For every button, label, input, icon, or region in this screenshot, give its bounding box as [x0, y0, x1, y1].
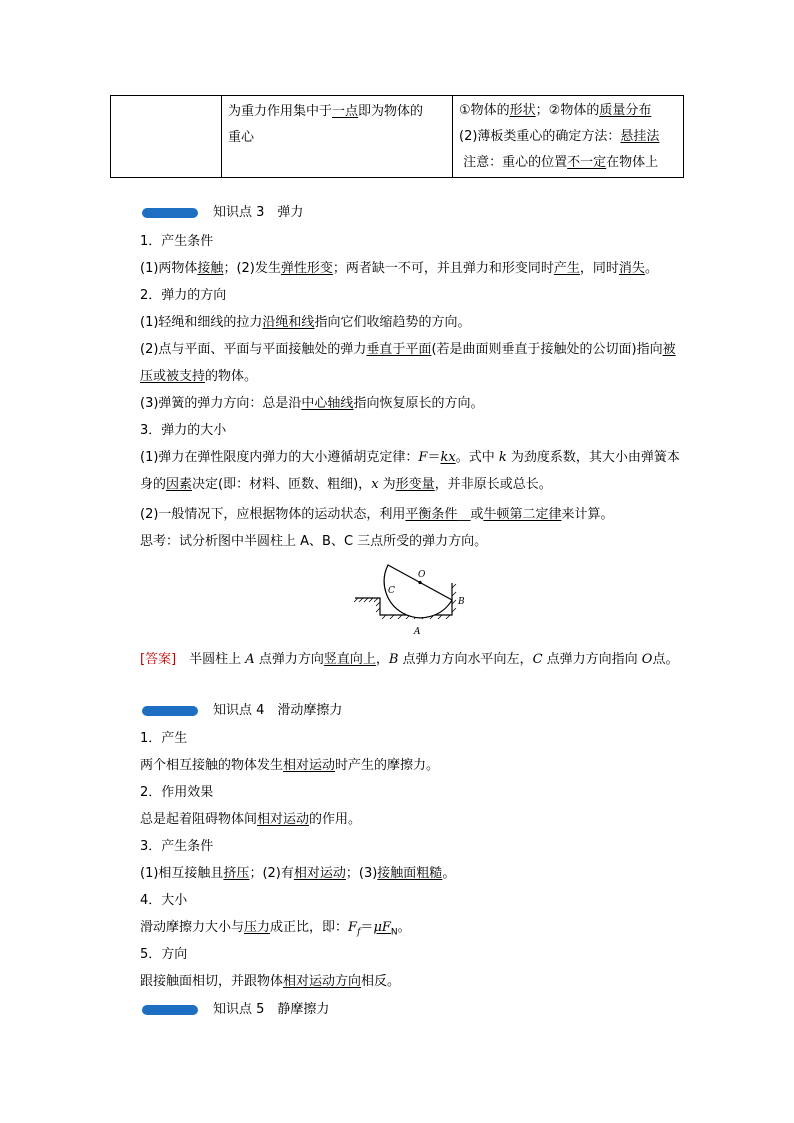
- text: 为: [378, 477, 396, 492]
- underlined-term: 中心轴线: [301, 396, 354, 411]
- paragraph: [140, 919, 411, 942]
- text: 决定(即：材料、匝数、粗细)，: [192, 477, 372, 492]
- think-question: 思考：试分析图中半圆柱上 A、B、C 三点所受的弹力方向。: [140, 534, 488, 549]
- math-var: O: [641, 652, 653, 667]
- table-cell-empty: [111, 96, 222, 177]
- math-var: x: [371, 477, 379, 492]
- text: ①物体的: [459, 103, 510, 118]
- text: ，: [375, 652, 389, 667]
- text: 点弹力方向水平向左，: [398, 652, 533, 667]
- table-cell-factors: [453, 96, 685, 177]
- underlined-term: 牛顿第二定律: [483, 507, 562, 522]
- text: ；(2)有: [249, 866, 294, 881]
- subheading: 2．作用效果: [140, 785, 214, 800]
- underlined-term: 竖直向上: [323, 652, 376, 667]
- section-title: 知识点 5 静摩擦力: [213, 1002, 330, 1017]
- text: ；两者缺一不可，并且弹力和形变同时: [332, 261, 554, 276]
- table-line: [459, 124, 681, 150]
- center-point: [418, 581, 421, 584]
- text: 的作用。: [309, 812, 362, 827]
- text: 即为物体的: [358, 104, 424, 119]
- underlined-term: 质量分布: [599, 103, 652, 118]
- text: 为劲度系数，其大小由弹簧本身的: [140, 450, 680, 492]
- section-bar: [142, 706, 198, 716]
- paragraph: [140, 444, 685, 498]
- paragraph: [140, 395, 483, 413]
- paragraph: [140, 973, 400, 991]
- underlined-term: 因素: [166, 477, 193, 492]
- section-title: 知识点 3 弹力: [213, 205, 304, 220]
- subheading: 3．弹力的大小: [140, 423, 227, 438]
- subheading: 4．大小: [140, 893, 188, 908]
- math-var: C: [532, 652, 543, 667]
- text: 跟接触面相切，并跟物体: [140, 974, 284, 989]
- math-subscript: f: [357, 927, 361, 938]
- text: 点弹力方向: [254, 652, 324, 667]
- paragraph: [140, 506, 613, 524]
- underlined-term: 挤压: [223, 866, 250, 881]
- underlined-term: 不一定: [567, 155, 607, 170]
- text: (1)轻绳和细线的拉力: [140, 315, 263, 330]
- text: 来计算。: [561, 507, 614, 522]
- table-line: [459, 98, 681, 124]
- text: (2)一般情况下，应根据物体的运动状态，利用: [140, 507, 406, 522]
- text: 。: [442, 866, 456, 881]
- text: 。式中: [455, 450, 499, 465]
- text: ，同时: [579, 261, 619, 276]
- text: 成正比，即：: [270, 920, 349, 935]
- text: (1)弹力在弹性限度内弹力的大小遵循胡克定律：: [140, 450, 419, 465]
- text: __或: [457, 507, 484, 522]
- subheading: 3．产生条件: [140, 839, 214, 854]
- text: ＝: [427, 450, 441, 465]
- underlined-term: 形变量: [395, 477, 435, 492]
- text: ，并非原长或总长。: [434, 477, 552, 492]
- table-line: [228, 99, 448, 125]
- underlined-term: 压力: [244, 920, 271, 935]
- text: 注意：重心的位置: [463, 155, 568, 170]
- table-line: 重心: [228, 130, 255, 145]
- subheading: 2．弹力的方向: [140, 288, 227, 303]
- text: 。: [644, 261, 658, 276]
- answer-tag: [答案]: [140, 652, 177, 667]
- math-var: k: [498, 450, 507, 465]
- underlined-term: 平衡条件: [405, 507, 458, 522]
- gravity-table: [110, 95, 684, 178]
- text: ；(3): [345, 866, 378, 881]
- underlined-term: 沿绳和线: [262, 315, 315, 330]
- text: 相反。: [361, 974, 401, 989]
- math-var: B: [388, 652, 399, 667]
- subheading: 1．产生条件: [140, 234, 214, 249]
- text: 总是起着阻碍物体间: [140, 812, 258, 827]
- underlined-formula: kx: [440, 450, 456, 465]
- underlined-term: 弹性形变: [280, 261, 333, 276]
- text: ；(2)发生: [223, 261, 281, 276]
- text: 滑动摩擦力大小与: [140, 920, 245, 935]
- text: (1)两物体: [140, 261, 198, 276]
- label-o: O: [418, 570, 426, 580]
- section-bar: [142, 208, 198, 218]
- subheading: 5．方向: [140, 947, 188, 962]
- table-line: [459, 150, 681, 176]
- underlined-term: 被压或被支持: [140, 342, 676, 384]
- paragraph: [140, 314, 470, 332]
- underlined-term: 悬挂法: [620, 129, 660, 144]
- underlined-term: 接触面粗糙: [377, 866, 443, 881]
- underlined-term: 相对运动: [293, 866, 346, 881]
- underlined-term: 一点: [332, 104, 359, 119]
- underlined-term: 形状: [509, 103, 536, 118]
- paragraph: [140, 336, 685, 390]
- text: 点。: [652, 652, 679, 667]
- paragraph: [140, 865, 455, 883]
- math-subscript: N: [390, 927, 398, 938]
- text: 。: [397, 920, 411, 935]
- answer-paragraph: [140, 646, 685, 673]
- label-a: A: [414, 627, 421, 637]
- text: 两个相互接触的物体发生: [140, 758, 284, 773]
- text: 时产生的摩擦力。: [335, 758, 440, 773]
- text: ；②物体的: [535, 103, 600, 118]
- label-b: B: [458, 597, 465, 607]
- underlined-term: 相对运动: [283, 758, 336, 773]
- underlined-term: 垂直于平面: [366, 342, 432, 357]
- paragraph: [140, 811, 361, 829]
- text: 在物体上: [606, 155, 659, 170]
- text: (2)薄板类重心的确定方法：: [459, 129, 621, 144]
- label-c: C: [388, 586, 395, 596]
- section-title: 知识点 4 滑动摩擦力: [213, 703, 343, 718]
- paragraph: [140, 757, 439, 775]
- underlined-formula: μF: [373, 920, 391, 935]
- text: 的物体。: [205, 369, 258, 384]
- math-var: A: [245, 652, 255, 667]
- half-cylinder-figure: [350, 560, 470, 640]
- text: (3)弹簧的弹力方向：总是沿: [140, 396, 302, 411]
- underlined-term: 消失: [618, 261, 645, 276]
- text: 半圆柱上: [176, 652, 246, 667]
- underlined-term: 相对运动方向: [283, 974, 362, 989]
- text: (2)点与平面、平面与平面接触处的弹力: [140, 342, 367, 357]
- text: (1)相互接触且: [140, 866, 224, 881]
- text: 点弹力方向指向: [542, 652, 642, 667]
- section-bar: [142, 1005, 198, 1015]
- math-var: F: [418, 450, 428, 465]
- text: 指向它们收缩趋势的方向。: [314, 315, 471, 330]
- subheading: 1．产生: [140, 731, 188, 746]
- table-cell-definition: [222, 96, 453, 177]
- underlined-term: 产生: [553, 261, 580, 276]
- math-var: F: [348, 920, 358, 935]
- text: (若是曲面则垂直于接触处的公切面)指向: [431, 342, 663, 357]
- underlined-term: 相对运动: [257, 812, 310, 827]
- text: ＝: [360, 920, 374, 935]
- underlined-term: 接触: [197, 261, 224, 276]
- text: 指向恢复原长的方向。: [353, 396, 484, 411]
- paragraph: [140, 260, 658, 278]
- text: 为重力作用集中于: [228, 104, 333, 119]
